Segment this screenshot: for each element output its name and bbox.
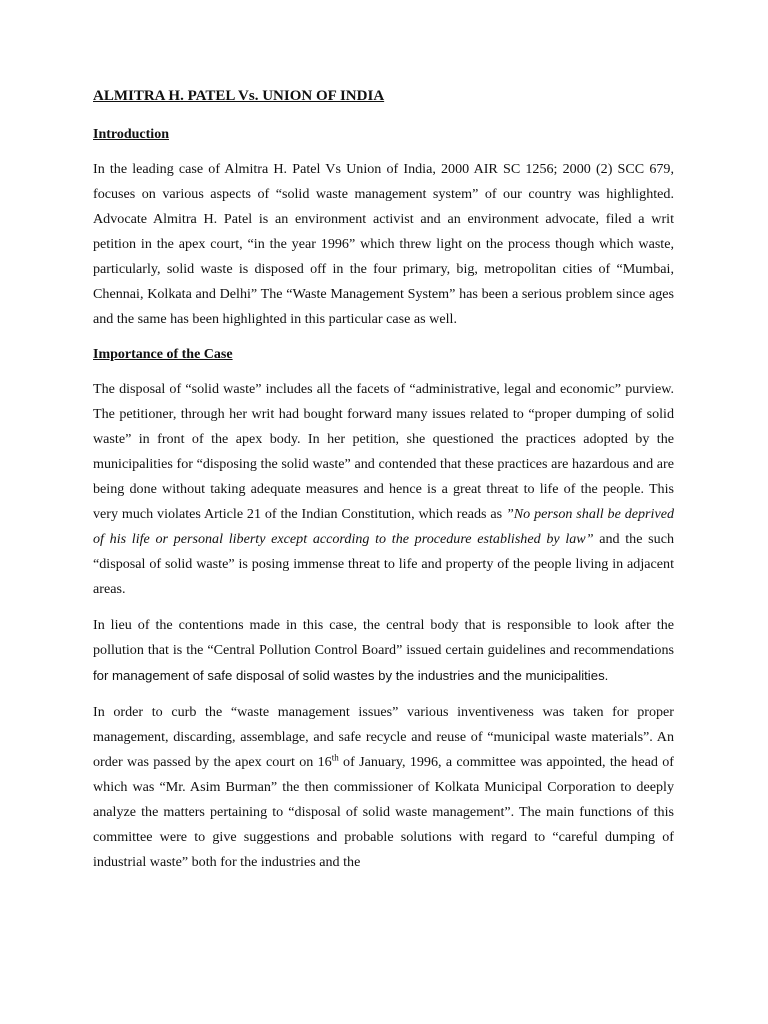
- curb-text-2: of January, 1996, a committee was appointed, the head of which was “Mr. Asim Burman” the then commissioner of Kolkata Municipal Corporation to deeply analyze the matters pertaining to “disposal of solid waste management”. The main functions of this committee were to give suggestions and probable solutions with regard to “careful dumping of industrial waste” both for the industries and the: [93, 754, 674, 870]
- importance-heading: Importance of the Case: [93, 347, 233, 362]
- article-21-quote: ”No person shall be deprived of his life or personal liberty except according to the procedure established by law”: [93, 506, 675, 547]
- lieu-paragraph: [93, 613, 674, 689]
- lieu-text-2: for management of safe disposal of solid wastes by the industries and the municipalities.: [93, 668, 609, 683]
- importance-text-2: and the such “disposal of solid waste” is posing immense threat to life and property of the people living in adjacent areas.: [93, 531, 674, 597]
- document-page: [93, 86, 674, 886]
- importance-paragraph: [93, 377, 674, 602]
- curb-paragraph: [93, 700, 674, 875]
- importance-text-1: The disposal of “solid waste” includes all the facets of “administrative, legal and economic” purview. The petitioner, through her writ had bought forward many issues related to “proper dumping of solid waste” in front of the apex body. In her petition, she questioned the practices adopted by the municipalities for “disposing the solid waste” and contended that these practices are hazardous and are being done without taking adequate measures and hence is a great threat to life of the people. This very much violates Article 21 of the Indian Constitution, which reads as: [93, 381, 674, 522]
- lieu-text-1: In lieu of the contentions made in this case, the central body that is responsible to look after the pollution that is the “Central Pollution Control Board” issued certain guidelines and recommendations: [93, 617, 674, 658]
- curb-text-1: In order to curb the “waste management issues” various inventiveness was taken for proper management, discarding, assemblage, and safe recycle and reuse of “municipal waste materials”. An order was passed by the apex court on 16: [93, 704, 674, 770]
- date-ordinal-suffix: th: [331, 752, 339, 763]
- document-title: ALMITRA H. PATEL Vs. UNION OF INDIA: [93, 88, 385, 104]
- introduction-text: In the leading case of Almitra H. Patel Vs Union of India, 2000 AIR SC 1256; 2000 (2) SCC 679, focuses on various aspects of “solid waste management system” of our country was highlighted. Advocate Almitra H. Patel is an environment activist and an environment advocate, filed a writ petition in the apex court, “in the year 1996” which threw light on the process though which waste, particularly, solid waste is disposed off in the four primary, big, metropolitan cities of “Mumbai, Chennai, Kolkata and Delhi” The “Waste Management System” has been a serious problem since ages and the same has been highlighted in this particular case as well.: [93, 161, 674, 327]
- introduction-heading: Introduction: [93, 127, 169, 142]
- introduction-paragraph: [93, 157, 674, 332]
